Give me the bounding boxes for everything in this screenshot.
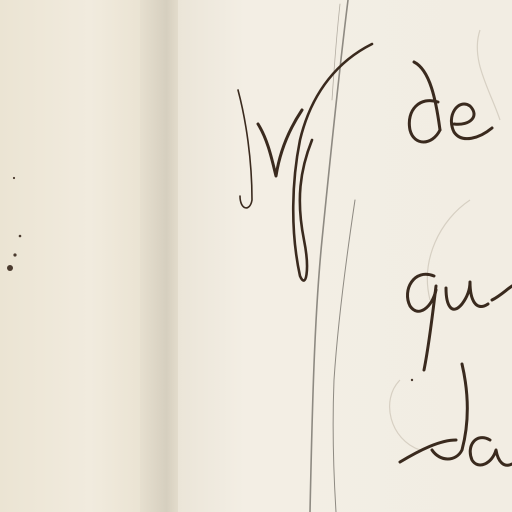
pencil-margin-rule xyxy=(310,0,355,512)
handwritten-letter-y xyxy=(238,44,372,281)
faint-bleedthrough xyxy=(390,30,500,450)
handwritten-word-de xyxy=(409,62,492,142)
handwritten-word-sa xyxy=(400,364,512,465)
ink-specks xyxy=(7,177,413,381)
handwritten-word-que xyxy=(407,274,512,370)
